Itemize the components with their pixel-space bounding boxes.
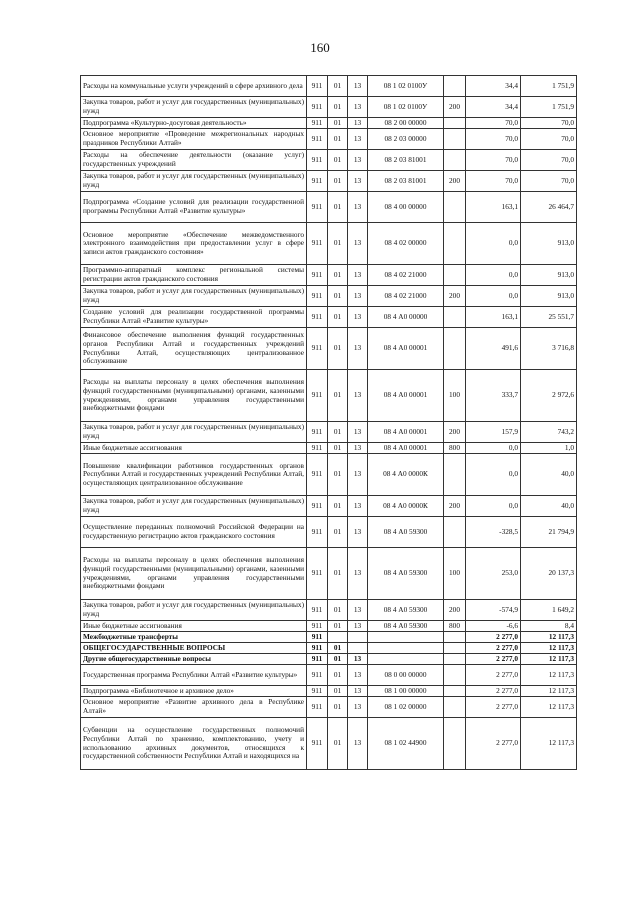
table-row [81,665,577,686]
section-code: 01 [328,97,348,118]
row-name: Осуществление переданных полномочий Российской Федерации на государственную регистрацию актов гражданского состояния [81,517,307,548]
section-code: 01 [328,718,348,770]
table-row [81,548,577,600]
amount-total: 3 716,8 [521,328,577,370]
section-code: 01 [328,697,348,718]
ministry-code: 911 [307,223,328,265]
row-name: Подпрограмма «Культурно-досуговая деятельность» [81,118,307,129]
row-name: Закупка товаров, работ и услуг для государственных (муниципальных) нужд [81,286,307,307]
amount-total: 12 117,3 [521,643,577,654]
target-article-code: 08 4 02 00000 [368,223,444,265]
subsection-code: 13 [348,286,368,307]
section-code: 01 [328,548,348,600]
amount-change: -328,5 [466,517,521,548]
amount-total: 40,0 [521,496,577,517]
row-name: Программно-аппаратный комплекс региональной системы регистрации актов гражданского состояния [81,265,307,286]
target-article-code: 08 0 00 00000 [368,665,444,686]
subsection-code: 13 [348,150,368,171]
target-article-code: 08 4 А0 00001 [368,328,444,370]
section-code: 01 [328,686,348,697]
row-name: Подпрограмма «Создание условий для реализации государственной программы Республики Алтай «Развитие культуры» [81,192,307,223]
target-article-code: 08 4 А0 00001 [368,443,444,454]
ministry-code: 911 [307,643,328,654]
ministry-code: 911 [307,621,328,632]
section-code: 01 [328,517,348,548]
target-article-code: 08 4 А0 00000 [368,307,444,328]
section-code: 01 [328,665,348,686]
amount-total: 12 117,3 [521,718,577,770]
target-article-code: 08 4 А0 00001 [368,422,444,443]
ministry-code: 911 [307,548,328,600]
amount-change: -6,6 [466,621,521,632]
section-code: 01 [328,454,348,496]
expense-type-code [444,76,466,97]
amount-total: 12 117,3 [521,632,577,643]
amount-total: 40,0 [521,454,577,496]
ministry-code: 911 [307,496,328,517]
expense-type-code: 800 [444,443,466,454]
amount-change: 70,0 [466,171,521,192]
ministry-code: 911 [307,454,328,496]
expense-type-code [444,686,466,697]
target-article-code: 08 1 02 0100У [368,76,444,97]
row-name: Основное мероприятие «Развитие архивного дела в Республике Алтай» [81,697,307,718]
amount-change: 163,1 [466,307,521,328]
amount-change: 253,0 [466,548,521,600]
section-code: 01 [328,76,348,97]
expense-type-code: 200 [444,171,466,192]
target-article-code: 08 1 02 44900 [368,718,444,770]
section-code: 01 [328,286,348,307]
amount-change: 2 277,0 [466,718,521,770]
expense-type-code [444,265,466,286]
row-name: Основное мероприятие «Проведение межрегиональных народных праздников Республики Алтай» [81,129,307,150]
amount-change: 70,0 [466,150,521,171]
section-code [328,632,348,643]
amount-total: 1,0 [521,443,577,454]
subsection-code: 13 [348,97,368,118]
subsection-code: 13 [348,171,368,192]
row-name: Основное мероприятие «Обеспечение межведомственного электронного взаимодействия при предоставлении услуг в сфере записи актов гражданского состояния» [81,223,307,265]
table-row [81,697,577,718]
amount-change: 163,1 [466,192,521,223]
ministry-code: 911 [307,76,328,97]
expense-type-code: 200 [444,422,466,443]
table-row [81,686,577,697]
budget-table [80,75,577,770]
expense-type-code [444,665,466,686]
target-article-code: 08 4 02 21000 [368,286,444,307]
table-row [81,718,577,770]
section-code: 01 [328,328,348,370]
row-name: Создание условий для реализации государственной программы Республики Алтай «Развитие культуры» [81,307,307,328]
amount-total: 1 751,9 [521,76,577,97]
table-row [81,328,577,370]
expense-type-code: 200 [444,286,466,307]
ministry-code: 911 [307,370,328,422]
target-article-code: 08 4 А0 00001 [368,370,444,422]
subsection-code: 13 [348,192,368,223]
amount-total: 12 117,3 [521,665,577,686]
table-row [81,654,577,665]
table-row [81,422,577,443]
table-row [81,286,577,307]
section-code: 01 [328,496,348,517]
table-row [81,118,577,129]
ministry-code: 911 [307,97,328,118]
table-row [81,370,577,422]
table-row [81,443,577,454]
table-row [81,192,577,223]
subsection-code: 13 [348,422,368,443]
table-row [81,150,577,171]
subsection-code: 13 [348,328,368,370]
expense-type-code [444,118,466,129]
ministry-code: 911 [307,328,328,370]
amount-total: 913,0 [521,286,577,307]
section-code: 01 [328,118,348,129]
ministry-code: 911 [307,265,328,286]
target-article-code: 08 1 02 00000 [368,697,444,718]
subsection-code [348,643,368,654]
target-article-code: 08 4 02 21000 [368,265,444,286]
ministry-code: 911 [307,654,328,665]
table-row [81,600,577,621]
ministry-code: 911 [307,686,328,697]
amount-total: 25 551,7 [521,307,577,328]
row-name: Межбюджетные трансферты [81,632,307,643]
ministry-code: 911 [307,286,328,307]
amount-change: 70,0 [466,118,521,129]
expense-type-code [444,129,466,150]
row-name: Закупка товаров, работ и услуг для государственных (муниципальных) нужд [81,97,307,118]
amount-change: 0,0 [466,443,521,454]
target-article-code: 08 2 00 00000 [368,118,444,129]
amount-change: 491,6 [466,328,521,370]
subsection-code: 13 [348,496,368,517]
amount-total: 70,0 [521,118,577,129]
row-name: Иные бюджетные ассигнования [81,443,307,454]
target-article-code: 08 4 А0 59300 [368,548,444,600]
amount-change: -574,9 [466,600,521,621]
amount-change: 70,0 [466,129,521,150]
section-code: 01 [328,223,348,265]
amount-total: 70,0 [521,171,577,192]
table-row [81,496,577,517]
ministry-code: 911 [307,422,328,443]
amount-change: 2 277,0 [466,632,521,643]
row-name: Иные бюджетные ассигнования [81,621,307,632]
section-code: 01 [328,265,348,286]
subsection-code: 13 [348,443,368,454]
target-article-code: 08 1 02 0100У [368,97,444,118]
ministry-code: 911 [307,192,328,223]
subsection-code: 13 [348,665,368,686]
expense-type-code [444,328,466,370]
section-code: 01 [328,443,348,454]
target-article-code: 08 4 А0 59300 [368,600,444,621]
target-article-code: 08 4 А0 0000К [368,496,444,517]
row-name: Расходы на обеспечение деятельности (оказание услуг) государственных учреждений [81,150,307,171]
target-article-code: 08 2 03 00000 [368,129,444,150]
target-article-code [368,643,444,654]
table-row [81,621,577,632]
expense-type-code [444,307,466,328]
section-code: 01 [328,654,348,665]
subsection-code: 13 [348,517,368,548]
row-name: Государственная программа Республики Алтай «Развитие культуры» [81,665,307,686]
expense-type-code [444,150,466,171]
amount-total: 20 137,3 [521,548,577,600]
amount-total: 743,2 [521,422,577,443]
amount-total: 12 117,3 [521,697,577,718]
amount-total: 12 117,3 [521,686,577,697]
target-article-code [368,632,444,643]
target-article-code: 08 4 А0 59300 [368,621,444,632]
amount-change: 333,7 [466,370,521,422]
amount-total: 70,0 [521,150,577,171]
subsection-code: 13 [348,223,368,265]
section-code: 01 [328,192,348,223]
amount-total: 913,0 [521,265,577,286]
amount-total: 21 794,9 [521,517,577,548]
subsection-code: 13 [348,307,368,328]
amount-change: 2 277,0 [466,665,521,686]
amount-total: 26 464,7 [521,192,577,223]
table-row [81,171,577,192]
subsection-code: 13 [348,697,368,718]
expense-type-code: 800 [444,621,466,632]
expense-type-code [444,643,466,654]
ministry-code: 911 [307,129,328,150]
subsection-code: 13 [348,621,368,632]
amount-change: 2 277,0 [466,686,521,697]
section-code: 01 [328,643,348,654]
row-name: ОБЩЕГОСУДАРСТВЕННЫЕ ВОПРОСЫ [81,643,307,654]
table-row [81,265,577,286]
table-row [81,454,577,496]
ministry-code: 911 [307,517,328,548]
expense-type-code [444,632,466,643]
subsection-code: 13 [348,718,368,770]
row-name: Другие общегосударственные вопросы [81,654,307,665]
target-article-code [368,654,444,665]
ministry-code: 911 [307,600,328,621]
expense-type-code [444,223,466,265]
subsection-code: 13 [348,454,368,496]
expense-type-code: 200 [444,496,466,517]
ministry-code: 911 [307,665,328,686]
expense-type-code [444,697,466,718]
amount-change: 2 277,0 [466,654,521,665]
target-article-code: 08 4 А0 0000К [368,454,444,496]
amount-change: 0,0 [466,286,521,307]
subsection-code: 13 [348,129,368,150]
subsection-code: 13 [348,370,368,422]
subsection-code: 13 [348,76,368,97]
subsection-code: 13 [348,548,368,600]
row-name: Расходы на выплаты персоналу в целях обеспечения выполнения функций государственными (муниципальными) органами, казенными учреждениями, органами управления государственными внебюджетными фондами [81,548,307,600]
amount-change: 34,4 [466,76,521,97]
table-row [81,76,577,97]
amount-change: 0,0 [466,223,521,265]
target-article-code: 08 2 03 81001 [368,171,444,192]
expense-type-code [444,718,466,770]
amount-change: 0,0 [466,265,521,286]
row-name: Расходы на коммунальные услуги учреждений в сфере архивного дела [81,76,307,97]
row-name: Повышение квалификации работников государственных органов Республики Алтай и государственных учреждений Республики Алтай, осуществляющих централизованное обслуживание [81,454,307,496]
row-name: Закупка товаров, работ и услуг для государственных (муниципальных) нужд [81,422,307,443]
amount-change: 157,9 [466,422,521,443]
row-name: Расходы на выплаты персоналу в целях обеспечения выполнения функций государственными (муниципальными) органами, казенными учреждениями, органами управления государственными внебюджетными фондами [81,370,307,422]
ministry-code: 911 [307,118,328,129]
amount-total: 913,0 [521,223,577,265]
section-code: 01 [328,129,348,150]
expense-type-code: 100 [444,370,466,422]
amount-change: 0,0 [466,496,521,517]
expense-type-code [444,517,466,548]
subsection-code [348,632,368,643]
ministry-code: 911 [307,443,328,454]
subsection-code: 13 [348,600,368,621]
table-row [81,643,577,654]
table-row [81,129,577,150]
table-row [81,632,577,643]
subsection-code: 13 [348,118,368,129]
row-name: Подпрограмма «Библиотечное и архивное дело» [81,686,307,697]
amount-change: 2 277,0 [466,643,521,654]
expense-type-code: 100 [444,548,466,600]
amount-change: 34,4 [466,97,521,118]
row-name: Субвенции на осуществление государственных полномочий Республики Алтай по хранению, комплектованию, учету и использованию архивных документов, относящихся к государственной собственности Республики Алтай и находящихся на [81,718,307,770]
section-code: 01 [328,171,348,192]
expense-type-code: 200 [444,600,466,621]
amount-total: 8,4 [521,621,577,632]
target-article-code: 08 4 00 00000 [368,192,444,223]
amount-total: 12 117,3 [521,654,577,665]
subsection-code: 13 [348,654,368,665]
section-code: 01 [328,307,348,328]
expense-type-code [444,454,466,496]
amount-total: 1 751,9 [521,97,577,118]
target-article-code: 08 2 03 81001 [368,150,444,171]
row-name: Закупка товаров, работ и услуг для государственных (муниципальных) нужд [81,496,307,517]
ministry-code: 911 [307,697,328,718]
page-number: 160 [310,40,330,55]
table-row [81,97,577,118]
table-row [81,517,577,548]
expense-type-code [444,192,466,223]
section-code: 01 [328,150,348,171]
row-name: Закупка товаров, работ и услуг для государственных (муниципальных) нужд [81,171,307,192]
section-code: 01 [328,600,348,621]
ministry-code: 911 [307,718,328,770]
amount-change: 0,0 [466,454,521,496]
ministry-code: 911 [307,150,328,171]
section-code: 01 [328,422,348,443]
amount-total: 2 972,6 [521,370,577,422]
section-code: 01 [328,621,348,632]
ministry-code: 911 [307,307,328,328]
ministry-code: 911 [307,632,328,643]
row-name: Закупка товаров, работ и услуг для государственных (муниципальных) нужд [81,600,307,621]
table-row [81,223,577,265]
expense-type-code [444,654,466,665]
subsection-code: 13 [348,265,368,286]
amount-total: 70,0 [521,129,577,150]
expense-type-code: 200 [444,97,466,118]
amount-total: 1 649,2 [521,600,577,621]
amount-change: 2 277,0 [466,697,521,718]
target-article-code: 08 1 00 00000 [368,686,444,697]
subsection-code: 13 [348,686,368,697]
target-article-code: 08 4 А0 59300 [368,517,444,548]
ministry-code: 911 [307,171,328,192]
section-code: 01 [328,370,348,422]
row-name: Финансовое обеспечение выполнения функций государственных органов Республики Алтай и государственных учреждений Республики Алтай, осуществляющих централизованное обслуживание [81,328,307,370]
table-row [81,307,577,328]
